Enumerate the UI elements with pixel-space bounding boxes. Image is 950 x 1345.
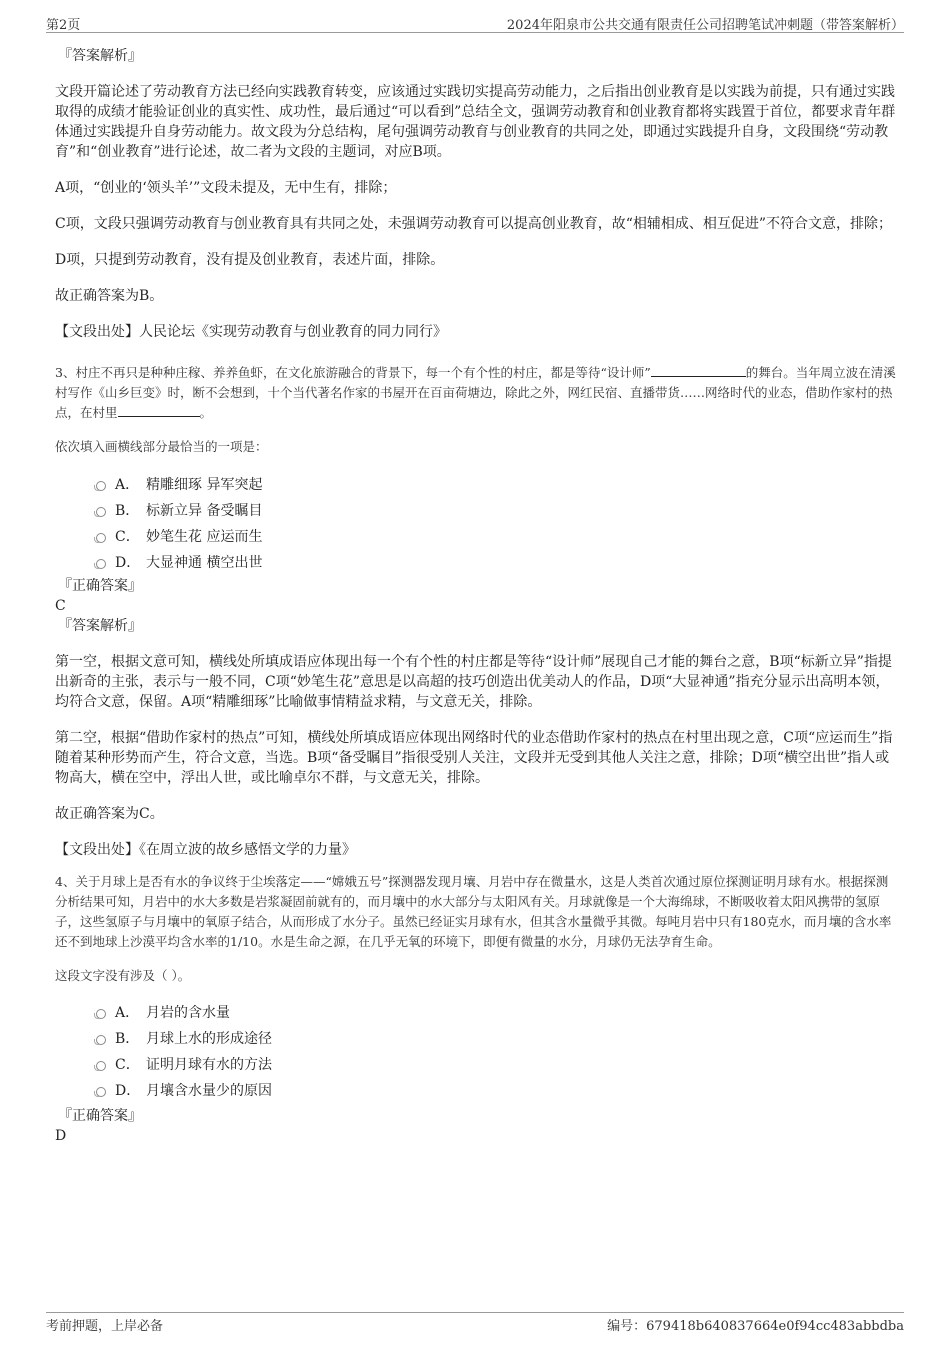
document-title: 2024年阳泉市公共交通有限责任公司招聘笔试冲刺题（带答案解析） [506,18,904,33]
correct-answer: D [55,1128,67,1144]
question-stem: 4、关于月球上是否有水的争议终于尘埃落定——“嫦娥五号”探测器发现月壤、月岩中存在微量水，这是人类首次通过原位探测证明月球有水。根据探测分析结果可知，月岩中的水大多数是岩浆凝固前就有的，而月壤中的水大部分与太阳风有关。月球就像是一个大海绵球，不断吸收着太阳风携带的氢原子，这些氢原子与月壤中的氧原子结合，从而形成了水分子。虽然已经证实月球有水，但其含水量微乎其微。每吨月岩中只有180克水，而月壤的含水率还不到地球上沙漠平均含水率的1/10。水是生命之源，在几乎无氧的环境下，即便有微量的水分，月球仍无法孕育生命。 [55,874,892,949]
radio-icon[interactable] [96,1061,106,1071]
source-citation: 【文段出处】《在周立波的故乡感悟文学的力量》 [55,842,356,858]
analysis-paragraph: C项，文段只强调劳动教育与创业教育具有共同之处，未强调劳动教育可以提高创业教育，故“相辅相成、相互促进”不符合文意，排除； [55,216,893,232]
source-citation: 【文段出处】人民论坛《实现劳动教育与创业教育的同力同行》 [55,324,447,340]
option-c[interactable]: C． 妙笔生花 应运而生 [55,524,900,550]
analysis-paragraph: A项，“创业的‘领头羊’”文段未提及，无中生有，排除； [55,180,397,196]
radio-icon[interactable] [96,1009,106,1019]
page-number: 第2页 [46,18,81,33]
radio-icon[interactable] [96,507,106,517]
radio-icon[interactable] [96,559,106,569]
page-header [46,12,904,33]
option-list [55,1000,900,1104]
radio-icon[interactable] [96,481,106,491]
option-list [55,472,900,576]
option-a[interactable]: A． 精雕细琢 异军突起 [55,472,900,498]
answer-conclusion: 故正确答案为C。 [55,806,164,822]
page-content [55,44,900,1146]
fill-blank [651,363,746,377]
option-b[interactable]: B． 月球上水的形成途径 [55,1026,900,1052]
question-prompt: 这段文字没有涉及（ ）。 [55,968,191,983]
answer-conclusion: 故正确答案为B。 [55,288,164,304]
radio-icon[interactable] [96,533,106,543]
correct-answer-label: 『正确答案』 [58,1108,142,1124]
option-a[interactable]: A． 月岩的含水量 [55,1000,900,1026]
correct-answer: C [55,598,66,614]
question-stem: 3、村庄不再只是种种庄稼、养养鱼虾，在文化旅游融合的背景下，每一个有个性的村庄，都是等待“设计师” 的舞台。当年周立波在清溪村写作《山乡巨变》时，断不会想到，十个当代著名作家的书屋开在百亩荷塘边，除此之外，网红民宿、直播带货……网络时代的业态，借助作家村的热点，在村里 。 [55,365,896,420]
analysis-label: 『答案解析』 [58,618,142,634]
correct-answer-label: 『正确答案』 [58,578,142,594]
option-c[interactable]: C． 证明月球有水的方法 [55,1052,900,1078]
fill-blank [118,403,200,417]
analysis-paragraph: 第二空，根据“借助作家村的热点”可知，横线处所填成语应体现出网络时代的业态借助作家村的热点在村里出现之意，C项“应运而生”指随着某种形势而产生，符合文意，当选。B项“备受瞩目”指很受别人关注，文段并无受到其他人关注之意，排除；D项“横空出世”指人或物高大，横在空中，浮出人世，或比喻卓尔不群，与文意无关，排除。 [55,730,893,786]
analysis-paragraph: 第一空，根据文意可知，横线处所填成语应体现出每一个有个性的村庄都是等待“设计师”展现自己才能的舞台之意，B项“标新立异”指提出新奇的主张，表示与一般不同，C项“妙笔生花”意思是以高超的技巧创造出优美动人的作品，D项“大显神通”指充分显示出高明本领，均符合文意，保留。A项“精雕细琢”比喻做事情精益求精，与文意无关，排除。 [55,654,892,710]
footer-slogan: 考前押题，上岸必备 [46,1319,164,1334]
radio-icon[interactable] [96,1035,106,1045]
analysis-paragraph: D项，只提到劳动教育，没有提及创业教育，表述片面，排除。 [55,252,445,268]
option-d[interactable]: D． 大显神通 横空出世 [55,550,900,576]
page-footer [46,1312,904,1333]
analysis-label: 『答案解析』 [58,48,142,64]
option-d[interactable]: D． 月壤含水量少的原因 [55,1078,900,1104]
document-id: 编号：679418b640837664e0f94cc483abbdba [607,1319,904,1334]
analysis-paragraph: 文段开篇论述了劳动教育方法已经向实践教育转变，应该通过实践切实提高劳动能力，之后指出创业教育是以实践为前提，只有通过实践取得的成绩才能验证创业的真实性、成功性，最后通过“可以看到”总结全文，强调劳动教育和创业教育都将实践置于首位，都要求青年群体通过实践提升自身劳动能力。故文段为分总结构，尾句强调劳动教育与创业教育的共同之处，即通过实践提升自身，文段围绕“劳动教育”和“创业教育”进行论述，故二者为文段的主题词，对应B项。 [55,84,896,160]
option-b[interactable]: B． 标新立异 备受瞩目 [55,498,900,524]
question-prompt: 依次填入画横线部分最恰当的一项是： [55,439,268,454]
radio-icon[interactable] [96,1087,106,1097]
